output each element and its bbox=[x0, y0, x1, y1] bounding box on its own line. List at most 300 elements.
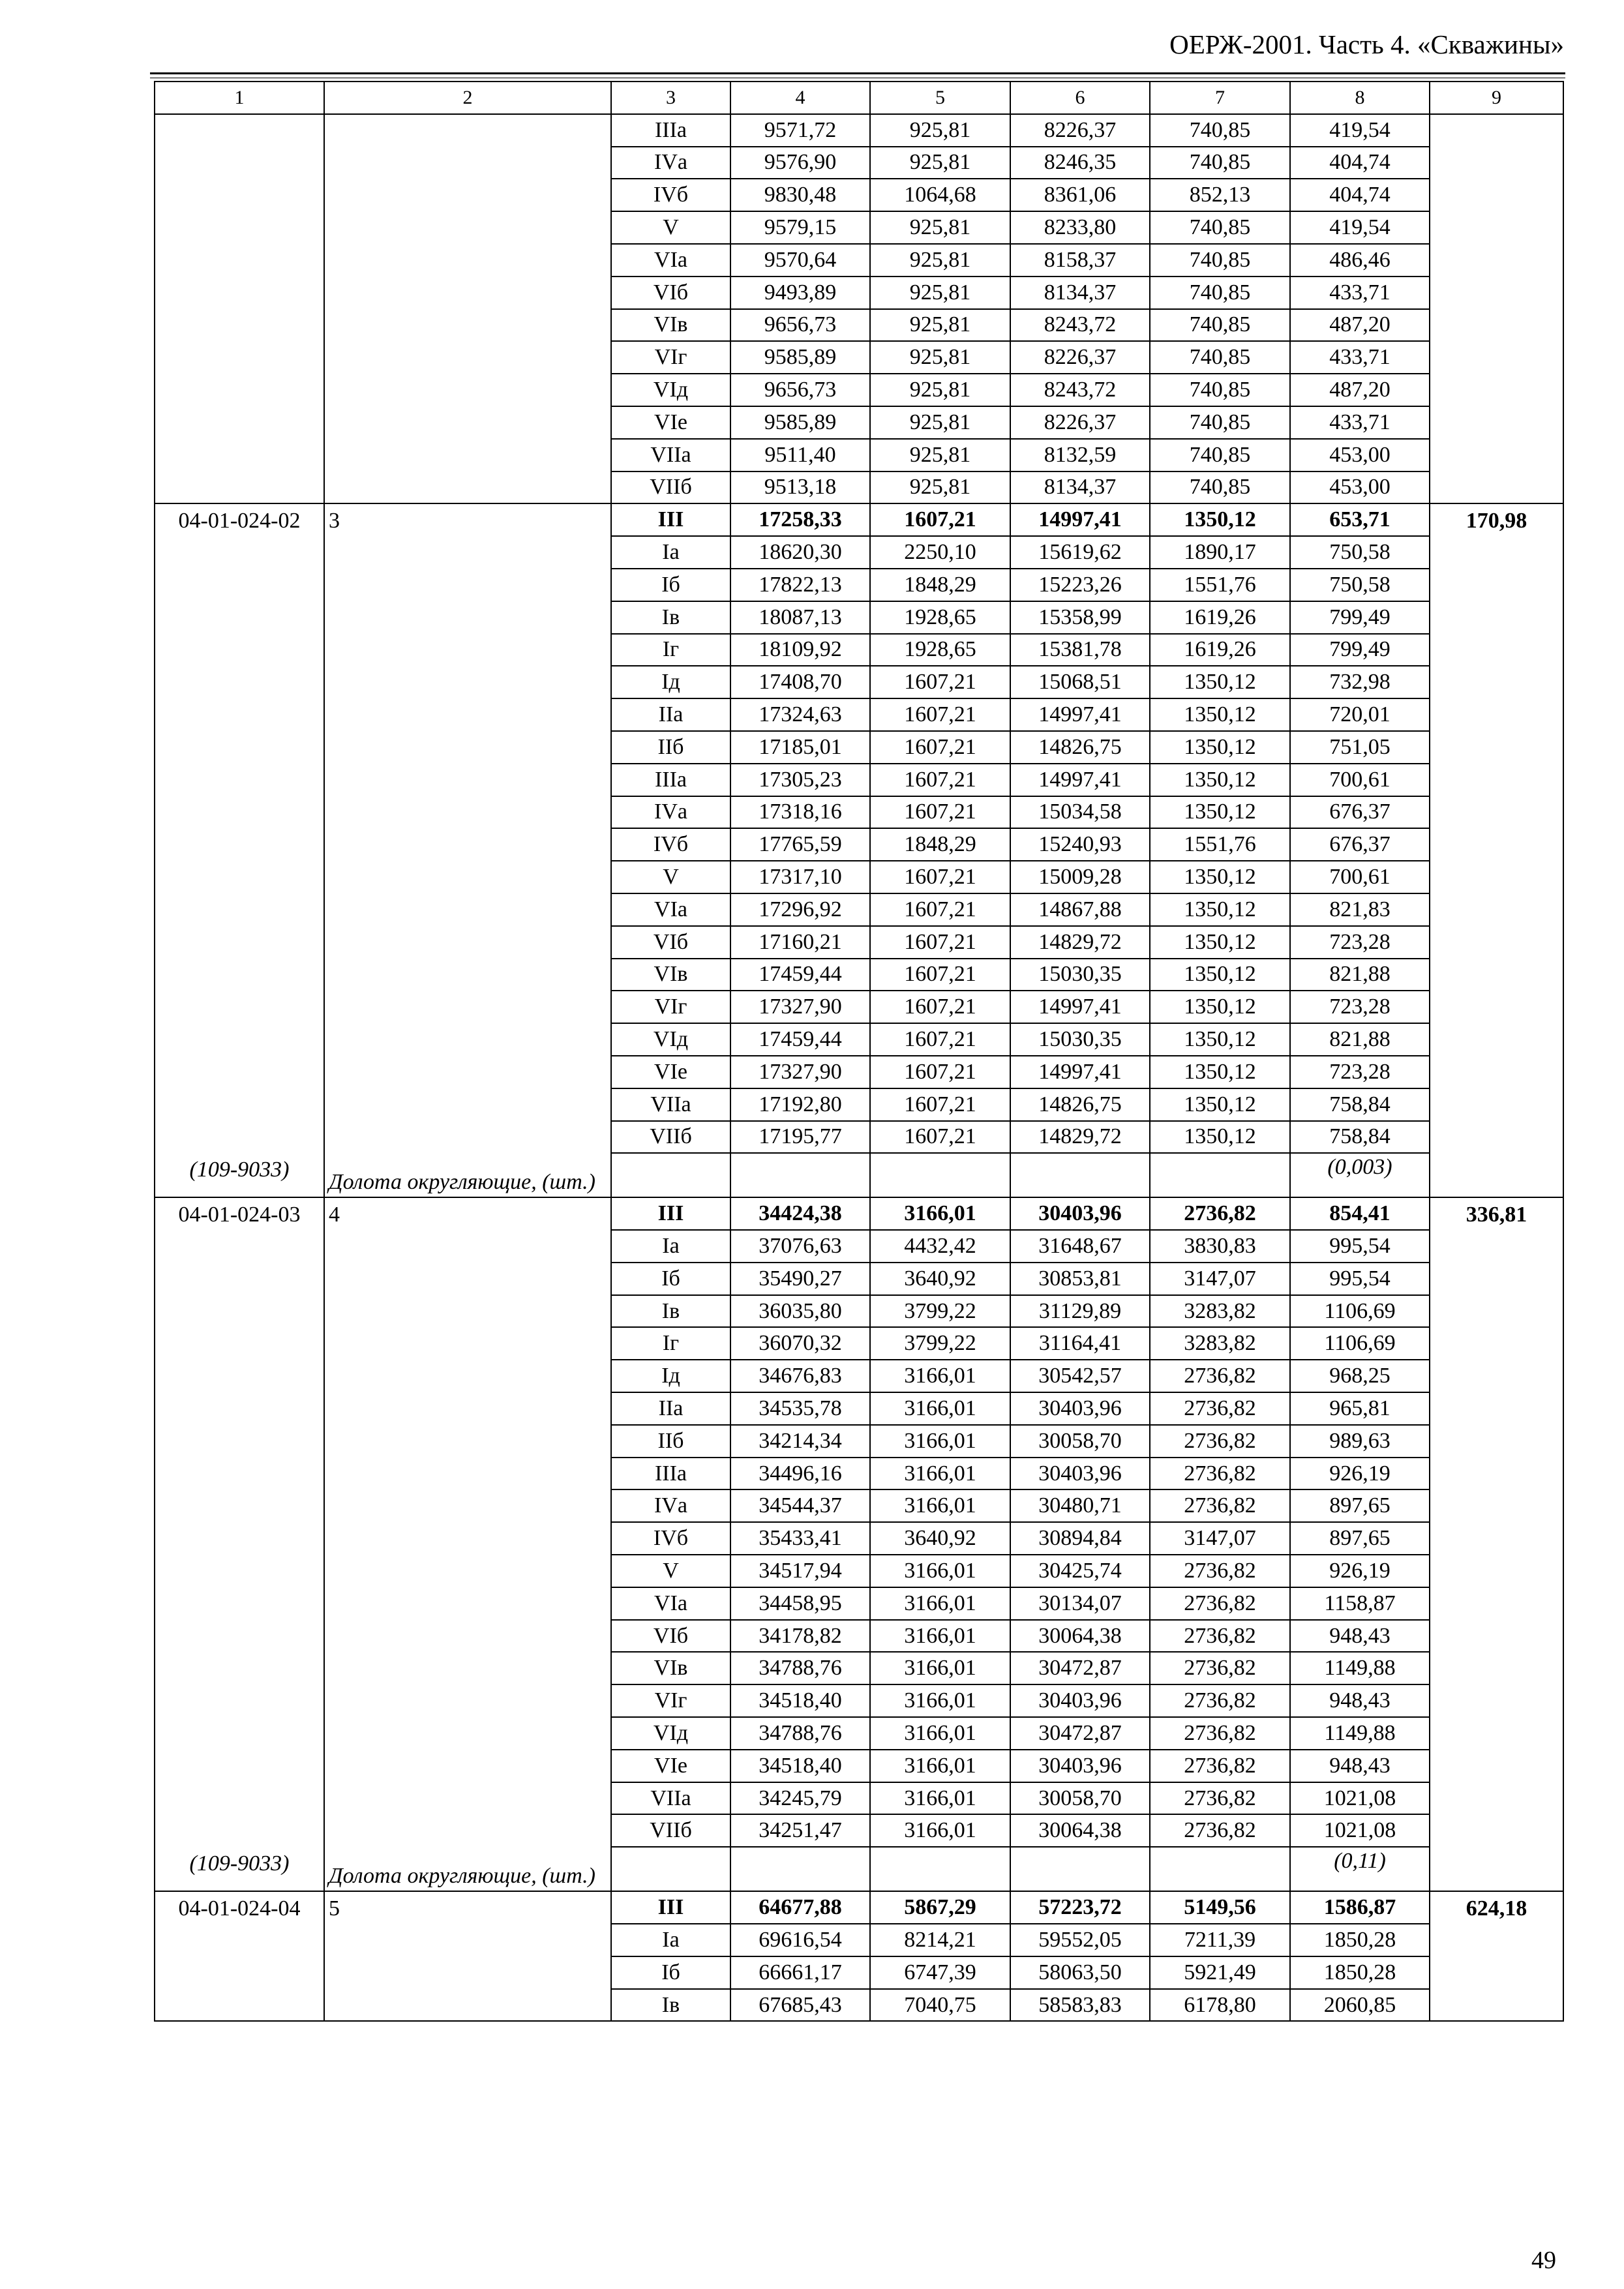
table-cell: Iа bbox=[611, 536, 730, 569]
table-cell: 2736,82 bbox=[1150, 1587, 1290, 1620]
table-cell: IIб bbox=[611, 1425, 730, 1458]
table-cell: 925,81 bbox=[870, 277, 1010, 309]
table-cell: 486,46 bbox=[1290, 244, 1430, 277]
table-cell: 1149,88 bbox=[1290, 1717, 1430, 1750]
table-cell: 9830,48 bbox=[730, 179, 870, 211]
resource-name: Долота округляющие, (шт.) bbox=[329, 1170, 595, 1195]
table-cell: 2736,82 bbox=[1150, 1684, 1290, 1717]
table-cell: 8132,59 bbox=[1010, 439, 1150, 471]
table-cell: 17317,10 bbox=[730, 861, 870, 893]
table-cell: 30425,74 bbox=[1010, 1555, 1150, 1587]
table-cell: Iв bbox=[611, 1295, 730, 1328]
rate-code bbox=[155, 503, 324, 1197]
table-cell: 1607,21 bbox=[870, 1056, 1010, 1088]
table-cell: 30058,70 bbox=[1010, 1782, 1150, 1815]
table-cell: VIг bbox=[611, 1684, 730, 1717]
table-cell: VIе bbox=[611, 1750, 730, 1782]
table-cell: Iв bbox=[611, 1989, 730, 2022]
table-cell: 3147,07 bbox=[1150, 1263, 1290, 1295]
note-empty-cell bbox=[870, 1153, 1010, 1197]
table-cell: 750,58 bbox=[1290, 536, 1430, 569]
table-cell: 1928,65 bbox=[870, 634, 1010, 666]
table-cell: 487,20 bbox=[1290, 309, 1430, 342]
table-cell: 3166,01 bbox=[870, 1197, 1010, 1230]
table-cell: 34214,34 bbox=[730, 1425, 870, 1458]
table-cell: 34544,37 bbox=[730, 1489, 870, 1522]
table-cell: 14829,72 bbox=[1010, 1121, 1150, 1154]
page-number: 49 bbox=[1531, 2247, 1556, 2274]
note-empty-cell bbox=[730, 1847, 870, 1891]
rate-code bbox=[155, 1197, 324, 1891]
table-cell: 36035,80 bbox=[730, 1295, 870, 1328]
rate-number bbox=[324, 114, 611, 504]
table-cell: 925,81 bbox=[870, 471, 1010, 504]
table-cell: 34517,94 bbox=[730, 1555, 870, 1587]
table-cell: 740,85 bbox=[1150, 471, 1290, 504]
table-cell: 453,00 bbox=[1290, 439, 1430, 471]
table-cell: 30058,70 bbox=[1010, 1425, 1150, 1458]
table-cell: 4432,42 bbox=[870, 1230, 1010, 1263]
rate-code-text: 04-01-024-03 bbox=[178, 1203, 301, 1227]
table-cell: 2736,82 bbox=[1150, 1620, 1290, 1653]
table-cell: 64677,88 bbox=[730, 1891, 870, 1924]
table-cell: 1928,65 bbox=[870, 601, 1010, 634]
table-cell: 34535,78 bbox=[730, 1392, 870, 1425]
table-cell: 17459,44 bbox=[730, 1023, 870, 1056]
table-cell: 965,81 bbox=[1290, 1392, 1430, 1425]
table-cell: 30542,57 bbox=[1010, 1360, 1150, 1392]
table-cell: VIIб bbox=[611, 1121, 730, 1154]
table-row bbox=[155, 1891, 1563, 1924]
table-cell: 1850,28 bbox=[1290, 1956, 1430, 1989]
table-cell: 2736,82 bbox=[1150, 1360, 1290, 1392]
table-cell: 34788,76 bbox=[730, 1717, 870, 1750]
table-cell: IVб bbox=[611, 179, 730, 211]
table-cell: 720,01 bbox=[1290, 698, 1430, 731]
table-cell: 1607,21 bbox=[870, 1023, 1010, 1056]
table-cell: 3166,01 bbox=[870, 1489, 1010, 1522]
table-cell: 3166,01 bbox=[870, 1684, 1010, 1717]
table-cell: Iд bbox=[611, 666, 730, 698]
table-cell: 2250,10 bbox=[870, 536, 1010, 569]
table-cell: 15381,78 bbox=[1010, 634, 1150, 666]
table-cell: 34251,47 bbox=[730, 1814, 870, 1847]
table-cell: 740,85 bbox=[1150, 277, 1290, 309]
table-cell: 6747,39 bbox=[870, 1956, 1010, 1989]
table-cell: 3166,01 bbox=[870, 1717, 1010, 1750]
table-cell: 14997,41 bbox=[1010, 991, 1150, 1023]
table-cell: 799,49 bbox=[1290, 601, 1430, 634]
table-cell: 7211,39 bbox=[1150, 1924, 1290, 1956]
table-cell: 433,71 bbox=[1290, 341, 1430, 374]
table-cell: 8134,37 bbox=[1010, 471, 1150, 504]
table-cell: 925,81 bbox=[870, 439, 1010, 471]
table-cell: 2736,82 bbox=[1150, 1555, 1290, 1587]
table-cell: 404,74 bbox=[1290, 147, 1430, 179]
table-cell: IVа bbox=[611, 147, 730, 179]
table-cell: 1607,21 bbox=[870, 796, 1010, 829]
table-cell: Iб bbox=[611, 1956, 730, 1989]
note-empty-cell bbox=[1150, 1847, 1290, 1891]
table-cell: 8226,37 bbox=[1010, 114, 1150, 147]
column-number: 3 bbox=[611, 82, 730, 114]
note-empty-cell bbox=[611, 1847, 730, 1891]
table-cell: 723,28 bbox=[1290, 926, 1430, 959]
table-cell: 17459,44 bbox=[730, 959, 870, 991]
table-cell: 1350,12 bbox=[1150, 1088, 1290, 1121]
table-cell: Iб bbox=[611, 1263, 730, 1295]
table-cell: 8226,37 bbox=[1010, 406, 1150, 439]
table-cell: 8246,35 bbox=[1010, 147, 1150, 179]
resource-name: Долота округляющие, (шт.) bbox=[329, 1864, 595, 1889]
table-cell: 1350,12 bbox=[1150, 503, 1290, 536]
table-cell: 15240,93 bbox=[1010, 828, 1150, 861]
table-cell: 14997,41 bbox=[1010, 503, 1150, 536]
table-cell: 925,81 bbox=[870, 244, 1010, 277]
table-cell: 17305,23 bbox=[730, 764, 870, 796]
column-9-value bbox=[1430, 114, 1563, 504]
table-cell: 989,63 bbox=[1290, 1425, 1430, 1458]
table-cell: 14997,41 bbox=[1010, 1056, 1150, 1088]
table-cell: 59552,05 bbox=[1010, 1924, 1150, 1956]
table-cell: 740,85 bbox=[1150, 309, 1290, 342]
table-cell: 58063,50 bbox=[1010, 1956, 1150, 1989]
table-cell: 30403,96 bbox=[1010, 1458, 1150, 1490]
column-number: 7 bbox=[1150, 82, 1290, 114]
table-cell: 9656,73 bbox=[730, 309, 870, 342]
table-cell: 926,19 bbox=[1290, 1555, 1430, 1587]
table-cell: 8134,37 bbox=[1010, 277, 1150, 309]
table-cell: VIв bbox=[611, 959, 730, 991]
table-cell: VIб bbox=[611, 926, 730, 959]
table-cell: 15619,62 bbox=[1010, 536, 1150, 569]
table-cell: 34178,82 bbox=[730, 1620, 870, 1653]
table-cell: 740,85 bbox=[1150, 374, 1290, 406]
table-cell: 723,28 bbox=[1290, 1056, 1430, 1088]
table-cell: 1158,87 bbox=[1290, 1587, 1430, 1620]
table-cell: III bbox=[611, 1197, 730, 1230]
table-cell: 1106,69 bbox=[1290, 1295, 1430, 1328]
column-number: 5 bbox=[870, 82, 1010, 114]
table-cell: V bbox=[611, 1555, 730, 1587]
table-cell: VIв bbox=[611, 1652, 730, 1684]
table-cell: 3830,83 bbox=[1150, 1230, 1290, 1263]
table-cell: 2736,82 bbox=[1150, 1425, 1290, 1458]
table-cell: 9585,89 bbox=[730, 406, 870, 439]
table-cell: 2736,82 bbox=[1150, 1652, 1290, 1684]
page-header: ОЕРЖ-2001. Часть 4. «Скважины» bbox=[1169, 29, 1564, 59]
table-cell: 66661,17 bbox=[730, 1956, 870, 1989]
table-cell: 15030,35 bbox=[1010, 1023, 1150, 1056]
table-cell: 3166,01 bbox=[870, 1814, 1010, 1847]
resource-code: (109-9033) bbox=[189, 1158, 290, 1182]
table-cell: III bbox=[611, 503, 730, 536]
table-cell: 30853,81 bbox=[1010, 1263, 1150, 1295]
table-cell: 17195,77 bbox=[730, 1121, 870, 1154]
table-cell: 2736,82 bbox=[1150, 1814, 1290, 1847]
table-cell: 740,85 bbox=[1150, 406, 1290, 439]
table-cell: 1350,12 bbox=[1150, 926, 1290, 959]
table-cell: 1607,21 bbox=[870, 503, 1010, 536]
table-cell: 2736,82 bbox=[1150, 1197, 1290, 1230]
table-cell: 821,88 bbox=[1290, 1023, 1430, 1056]
table-cell: 1607,21 bbox=[870, 666, 1010, 698]
table-cell: 1850,28 bbox=[1290, 1924, 1430, 1956]
table-cell: IIIа bbox=[611, 764, 730, 796]
table-cell: 7040,75 bbox=[870, 1989, 1010, 2022]
table-cell: 15030,35 bbox=[1010, 959, 1150, 991]
table-cell: 31648,67 bbox=[1010, 1230, 1150, 1263]
table-cell: 925,81 bbox=[870, 309, 1010, 342]
table-cell: 3166,01 bbox=[870, 1652, 1010, 1684]
table-cell: 995,54 bbox=[1290, 1230, 1430, 1263]
table-cell: 34518,40 bbox=[730, 1750, 870, 1782]
table-cell: 3147,07 bbox=[1150, 1522, 1290, 1555]
table-cell: 3166,01 bbox=[870, 1782, 1010, 1815]
table-cell: 18109,92 bbox=[730, 634, 870, 666]
table-cell: 34245,79 bbox=[730, 1782, 870, 1815]
table-cell: 14829,72 bbox=[1010, 926, 1150, 959]
table-cell: 14867,88 bbox=[1010, 893, 1150, 926]
table-cell: 34518,40 bbox=[730, 1684, 870, 1717]
rate-number bbox=[324, 503, 611, 1197]
table-cell: 5921,49 bbox=[1150, 1956, 1290, 1989]
table-cell: VIд bbox=[611, 374, 730, 406]
table-cell: 17327,90 bbox=[730, 1056, 870, 1088]
table-cell: 1607,21 bbox=[870, 764, 1010, 796]
table-cell: 17765,59 bbox=[730, 828, 870, 861]
table-cell: 2060,85 bbox=[1290, 1989, 1430, 2022]
table-cell: 34788,76 bbox=[730, 1652, 870, 1684]
table-cell: VIIа bbox=[611, 439, 730, 471]
table-cell: 34458,95 bbox=[730, 1587, 870, 1620]
header-rule-thick bbox=[150, 72, 1565, 74]
table-cell: 1350,12 bbox=[1150, 666, 1290, 698]
note-empty-cell bbox=[870, 1847, 1010, 1891]
table-cell: 1607,21 bbox=[870, 698, 1010, 731]
rate-number-text: 3 bbox=[329, 509, 340, 533]
table-cell: Iв bbox=[611, 601, 730, 634]
table-cell: 30894,84 bbox=[1010, 1522, 1150, 1555]
table-cell: 1350,12 bbox=[1150, 698, 1290, 731]
table-cell: VIIа bbox=[611, 1782, 730, 1815]
rate-number: 5 bbox=[324, 1891, 611, 2021]
table-cell: 35433,41 bbox=[730, 1522, 870, 1555]
table-cell: 15034,58 bbox=[1010, 796, 1150, 829]
table-cell: 419,54 bbox=[1290, 211, 1430, 244]
table-cell: 2736,82 bbox=[1150, 1782, 1290, 1815]
rate-number-text: 4 bbox=[329, 1203, 340, 1227]
table-cell: 9656,73 bbox=[730, 374, 870, 406]
table-cell: 30403,96 bbox=[1010, 1750, 1150, 1782]
table-cell: IIб bbox=[611, 731, 730, 764]
table-cell: VIа bbox=[611, 893, 730, 926]
table-cell: 3166,01 bbox=[870, 1750, 1010, 1782]
table-cell: 1350,12 bbox=[1150, 796, 1290, 829]
table-cell: 17192,80 bbox=[730, 1088, 870, 1121]
table-cell: VIд bbox=[611, 1023, 730, 1056]
table-cell: 1149,88 bbox=[1290, 1652, 1430, 1684]
table-cell: 9571,72 bbox=[730, 114, 870, 147]
table-cell: 821,83 bbox=[1290, 893, 1430, 926]
table-cell: 1586,87 bbox=[1290, 1891, 1430, 1924]
table-cell: 3166,01 bbox=[870, 1360, 1010, 1392]
table-cell: 17296,92 bbox=[730, 893, 870, 926]
table-cell: 1607,21 bbox=[870, 731, 1010, 764]
table-cell: 1350,12 bbox=[1150, 893, 1290, 926]
table-cell: 925,81 bbox=[870, 406, 1010, 439]
note-empty-cell bbox=[611, 1153, 730, 1197]
table-cell: VIIб bbox=[611, 471, 730, 504]
table-cell: 740,85 bbox=[1150, 147, 1290, 179]
table-cell: 758,84 bbox=[1290, 1121, 1430, 1154]
table-cell: 3166,01 bbox=[870, 1458, 1010, 1490]
table-cell: 487,20 bbox=[1290, 374, 1430, 406]
table-cell: 1551,76 bbox=[1150, 828, 1290, 861]
table-cell: 9585,89 bbox=[730, 341, 870, 374]
table-cell: 9493,89 bbox=[730, 277, 870, 309]
table-cell: 453,00 bbox=[1290, 471, 1430, 504]
table-cell: 15358,99 bbox=[1010, 601, 1150, 634]
table-cell: 925,81 bbox=[870, 211, 1010, 244]
table-cell: 1350,12 bbox=[1150, 861, 1290, 893]
table-cell: 17822,13 bbox=[730, 569, 870, 601]
table-cell: 750,58 bbox=[1290, 569, 1430, 601]
table-cell: 14997,41 bbox=[1010, 764, 1150, 796]
table-cell: Iа bbox=[611, 1230, 730, 1263]
table-cell: 2736,82 bbox=[1150, 1489, 1290, 1522]
table-cell: 35490,27 bbox=[730, 1263, 870, 1295]
table-cell: 17408,70 bbox=[730, 666, 870, 698]
table-row bbox=[155, 114, 1563, 147]
rates-table bbox=[154, 81, 1564, 2022]
table-cell: 31164,41 bbox=[1010, 1327, 1150, 1360]
table-cell: 1064,68 bbox=[870, 179, 1010, 211]
table-cell: 17318,16 bbox=[730, 796, 870, 829]
table-cell: VIб bbox=[611, 1620, 730, 1653]
table-cell: V bbox=[611, 211, 730, 244]
table-cell: 1619,26 bbox=[1150, 634, 1290, 666]
table-cell: 676,37 bbox=[1290, 828, 1430, 861]
table-cell: 37076,63 bbox=[730, 1230, 870, 1263]
table-cell: 897,65 bbox=[1290, 1522, 1430, 1555]
table-cell: 15068,51 bbox=[1010, 666, 1150, 698]
table-cell: 433,71 bbox=[1290, 406, 1430, 439]
table-cell: 821,88 bbox=[1290, 959, 1430, 991]
table-cell: 700,61 bbox=[1290, 861, 1430, 893]
table-cell: Iг bbox=[611, 634, 730, 666]
table-cell: 6178,80 bbox=[1150, 1989, 1290, 2022]
table-cell: 18620,30 bbox=[730, 536, 870, 569]
table-cell: 34496,16 bbox=[730, 1458, 870, 1490]
table-cell: 1350,12 bbox=[1150, 959, 1290, 991]
table-cell: 18087,13 bbox=[730, 601, 870, 634]
table-cell: VIа bbox=[611, 1587, 730, 1620]
table-cell: 1021,08 bbox=[1290, 1782, 1430, 1815]
table-row bbox=[155, 503, 1563, 536]
table-cell: 30403,96 bbox=[1010, 1392, 1150, 1425]
note-empty-cell bbox=[1010, 1847, 1150, 1891]
table-cell: 2736,82 bbox=[1150, 1458, 1290, 1490]
table-cell: 14997,41 bbox=[1010, 698, 1150, 731]
table-cell: 14826,75 bbox=[1010, 731, 1150, 764]
table-cell: 925,81 bbox=[870, 374, 1010, 406]
table-cell: 1607,21 bbox=[870, 959, 1010, 991]
table-cell: 3166,01 bbox=[870, 1392, 1010, 1425]
table-cell: 758,84 bbox=[1290, 1088, 1430, 1121]
table-cell: 740,85 bbox=[1150, 114, 1290, 147]
table-cell: 732,98 bbox=[1290, 666, 1430, 698]
table-cell: 968,25 bbox=[1290, 1360, 1430, 1392]
resource-quantity: (0,11) bbox=[1334, 1849, 1386, 1874]
table-cell: VIе bbox=[611, 1056, 730, 1088]
table-cell: 3799,22 bbox=[870, 1327, 1010, 1360]
table-cell: 30403,96 bbox=[1010, 1197, 1150, 1230]
table-cell: IIIа bbox=[611, 1458, 730, 1490]
table-cell: 8214,21 bbox=[870, 1924, 1010, 1956]
column-number: 2 bbox=[324, 82, 611, 114]
table-cell: VIд bbox=[611, 1717, 730, 1750]
table-cell: 57223,72 bbox=[1010, 1891, 1150, 1924]
table-cell: 14826,75 bbox=[1010, 1088, 1150, 1121]
table-cell: 17185,01 bbox=[730, 731, 870, 764]
table-cell: 69616,54 bbox=[730, 1924, 870, 1956]
table-cell: IVб bbox=[611, 1522, 730, 1555]
table-cell: 2736,82 bbox=[1150, 1717, 1290, 1750]
table-cell: 948,43 bbox=[1290, 1750, 1430, 1782]
table-cell: 17258,33 bbox=[730, 503, 870, 536]
table-cell: 3166,01 bbox=[870, 1620, 1010, 1653]
table-cell: 34676,83 bbox=[730, 1360, 870, 1392]
table-cell: 36070,32 bbox=[730, 1327, 870, 1360]
table-cell: 1848,29 bbox=[870, 569, 1010, 601]
table-cell: 925,81 bbox=[870, 341, 1010, 374]
table-cell: 30134,07 bbox=[1010, 1587, 1150, 1620]
table-cell: 799,49 bbox=[1290, 634, 1430, 666]
table-cell: Iа bbox=[611, 1924, 730, 1956]
resource-code: (109-9033) bbox=[189, 1851, 290, 1876]
table-cell: 30472,87 bbox=[1010, 1652, 1150, 1684]
rate-number bbox=[324, 1197, 611, 1891]
table-cell: 67685,43 bbox=[730, 1989, 870, 2022]
table-cell: 8243,72 bbox=[1010, 374, 1150, 406]
table-cell: 5867,29 bbox=[870, 1891, 1010, 1924]
table-cell: 1350,12 bbox=[1150, 1023, 1290, 1056]
table-cell: 995,54 bbox=[1290, 1263, 1430, 1295]
table-cell: VIа bbox=[611, 244, 730, 277]
table-cell: 2736,82 bbox=[1150, 1750, 1290, 1782]
table-cell: 1350,12 bbox=[1150, 731, 1290, 764]
table-cell: 9579,15 bbox=[730, 211, 870, 244]
table-cell: 700,61 bbox=[1290, 764, 1430, 796]
table-cell: 740,85 bbox=[1150, 439, 1290, 471]
table-cell: 3283,82 bbox=[1150, 1327, 1290, 1360]
table-cell: 8233,80 bbox=[1010, 211, 1150, 244]
table-cell: 948,43 bbox=[1290, 1620, 1430, 1653]
table-cell: 30064,38 bbox=[1010, 1814, 1150, 1847]
table-cell: 1350,12 bbox=[1150, 1121, 1290, 1154]
table-cell: 3166,01 bbox=[870, 1555, 1010, 1587]
table-cell: 740,85 bbox=[1150, 211, 1290, 244]
table-cell: 15009,28 bbox=[1010, 861, 1150, 893]
table-cell: 5149,56 bbox=[1150, 1891, 1290, 1924]
table-row bbox=[155, 1197, 1563, 1230]
table-cell: Iб bbox=[611, 569, 730, 601]
table-cell: 897,65 bbox=[1290, 1489, 1430, 1522]
table-cell: 419,54 bbox=[1290, 114, 1430, 147]
table-cell: 17324,63 bbox=[730, 698, 870, 731]
table-cell: 8158,37 bbox=[1010, 244, 1150, 277]
